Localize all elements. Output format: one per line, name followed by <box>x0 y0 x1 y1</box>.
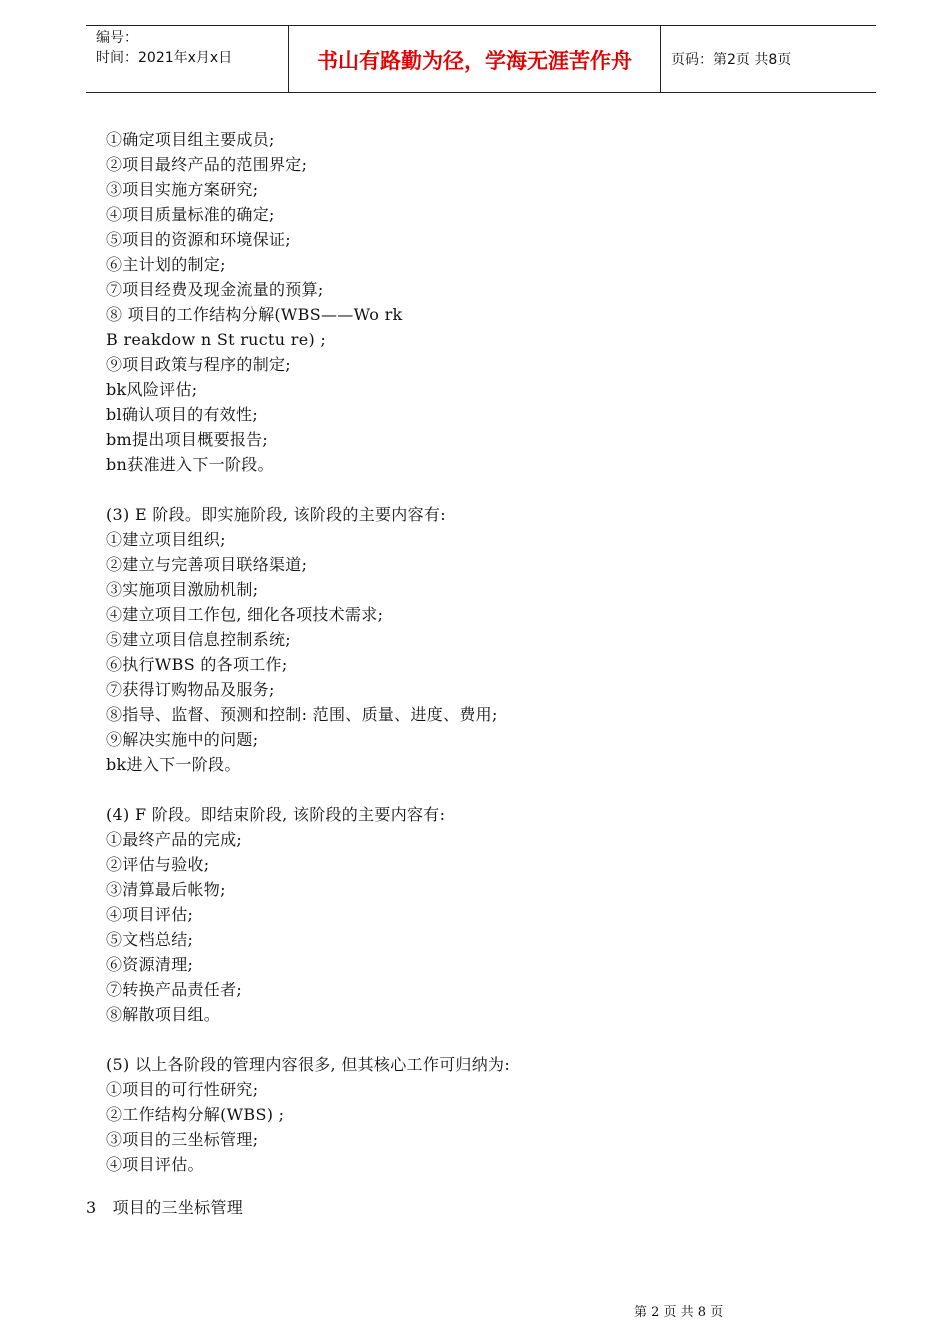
header-motto: 书山有路勤为径，学海无涯苦作舟 <box>288 26 661 92</box>
list-item: ⑨项目政策与程序的制定; <box>106 355 291 374</box>
list-item: ④建立项目工作包, 细化各项技术需求; <box>106 605 384 624</box>
list-item: bm提出项目概要报告; <box>106 430 269 449</box>
list-item: ⑥主计划的制定; <box>106 255 226 274</box>
document-body <box>106 127 866 1177</box>
header-meta <box>86 26 288 92</box>
list-item: ⑨解决实施中的问题; <box>106 730 259 749</box>
list-item: ④项目评估。 <box>106 1155 204 1174</box>
list-item: ③实施项目激励机制; <box>106 580 259 599</box>
list-item: ①最终产品的完成; <box>106 830 243 849</box>
phase-heading: (3) E 阶段。即实施阶段, 该阶段的主要内容有: <box>106 505 446 524</box>
list-item: ③项目的三坐标管理; <box>106 1130 259 1149</box>
list-item: ⑦转换产品责任者; <box>106 980 243 999</box>
list-item: ③清算最后帐物; <box>106 880 226 899</box>
summary-heading: (5) 以上各阶段的管理内容很多, 但其核心工作可归纳为: <box>106 1055 511 1074</box>
list-item: ⑥资源清理; <box>106 955 194 974</box>
paragraph-gap <box>106 777 866 802</box>
phase-heading: (4) F 阶段。即结束阶段, 该阶段的主要内容有: <box>106 805 446 824</box>
list-item: ①项目的可行性研究; <box>106 1080 259 1099</box>
list-item: ②建立与完善项目联络渠道; <box>106 555 308 574</box>
header-page-info: 页码：第2页 共8页 <box>671 52 792 68</box>
list-item: ⑤项目的资源和环境保证; <box>106 230 291 249</box>
list-item: ②评估与验收; <box>106 855 210 874</box>
page-footer: 第 2 页 共 8 页 <box>634 1305 724 1320</box>
list-item: B reakdow n St ructu re) ; <box>106 330 327 349</box>
list-item: ④项目质量标准的确定; <box>106 205 275 224</box>
list-item: bk风险评估; <box>106 380 198 399</box>
document-number-label: 编号： <box>96 30 138 46</box>
list-item: ①确定项目组主要成员; <box>106 130 275 149</box>
page-header <box>86 25 876 93</box>
list-item: bn获准进入下一阶段。 <box>106 455 274 474</box>
paragraph-gap <box>106 477 866 502</box>
list-item: ①建立项目组织; <box>106 530 226 549</box>
list-item: ③项目实施方案研究; <box>106 180 259 199</box>
list-item: ⑧ 项目的工作结构分解(WBS——Wo rk <box>106 305 403 324</box>
list-item: ⑧解散项目组。 <box>106 1005 221 1024</box>
paragraph-gap <box>106 1027 866 1052</box>
list-item: ⑦获得订购物品及服务; <box>106 680 275 699</box>
list-item: ⑧指导、监督、预测和控制: 范围、质量、进度、费用; <box>106 705 498 724</box>
list-item: ④项目评估; <box>106 905 194 924</box>
list-item: ②工作结构分解(WBS) ; <box>106 1105 285 1124</box>
list-item: ⑥执行WBS 的各项工作; <box>106 655 288 674</box>
section-heading: 3 项目的三坐标管理 <box>86 1198 244 1217</box>
list-item: ⑤建立项目信息控制系统; <box>106 630 291 649</box>
list-item: ②项目最终产品的范围界定; <box>106 155 308 174</box>
list-item: bk进入下一阶段。 <box>106 755 241 774</box>
list-item: ⑤文档总结; <box>106 930 194 949</box>
document-time-label: 时间：2021年x月x日 <box>96 50 233 66</box>
list-item: bl确认项目的有效性; <box>106 405 259 424</box>
list-item: ⑦项目经费及现金流量的预算; <box>106 280 324 299</box>
